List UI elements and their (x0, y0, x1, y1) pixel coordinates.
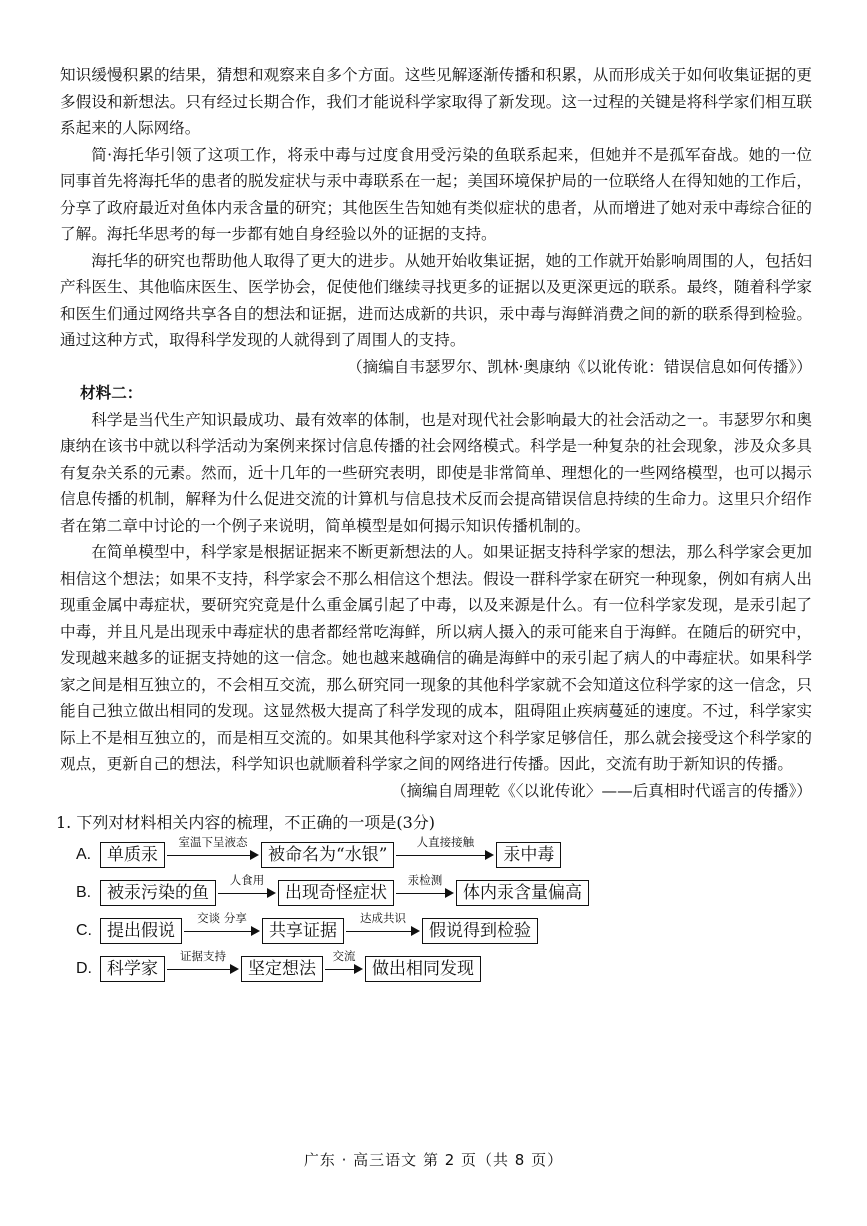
material1-source: （摘编自韦瑟罗尔、凯林·奥康纳《以讹传讹：错误信息如何传播》） (347, 357, 812, 376)
flow-box: 提出假说 (100, 918, 182, 944)
arrow-icon (396, 835, 494, 866)
flow-box: 单质汞 (100, 842, 165, 868)
material2-source: （摘编自周理乾《〈以讹传讹〉——后真相时代谣言的传播》） (390, 781, 812, 800)
flow-box: 共享证据 (262, 918, 344, 944)
arrow-icon (218, 873, 276, 904)
option-letter: D. (76, 960, 92, 977)
material2-paragraph-1: 科学是当代生产知识最成功、最有效率的体制，也是对现代社会影响最大的社会活动之一。韦瑟罗尔和奥康纳在该书中就以科学活动为案例来探讨信息传播的社会网络模式。科学是一种复杂的社会现象，涉及众多具有复杂关系的元素。然而，近十几年的一些研究表明，即使是非常简单、理想化的一些网络模型，也可以揭示信息传播的机制，解释为什么促进交流的计算机与信息技术反而会提高错误信息持续的生命力。这里只介绍作者在第二章中讨论的一个例子来说明，简单模型是如何揭示知识传播机制的。 (60, 410, 812, 535)
option-b (76, 874, 812, 912)
option-a (76, 836, 812, 874)
option-letter: B. (76, 884, 92, 901)
arrow-label: 汞检测 (407, 873, 443, 887)
page-footer: 广东 · 高三语文 第 2 页（共 8 页） (303, 1151, 564, 1169)
arrow-icon (325, 949, 363, 980)
option-c (76, 912, 812, 950)
flow-box: 坚定想法 (241, 956, 323, 982)
arrow-icon (396, 873, 454, 904)
arrow-label: 交流 (332, 949, 356, 963)
arrow-label: 证据支持 (180, 949, 226, 963)
arrow-label: 室温下呈液态 (178, 835, 248, 849)
question-stem: 1. 下列对材料相关内容的梳理，不正确的一项是(3分) (56, 813, 436, 832)
arrow-icon (167, 949, 239, 980)
arrow-label: 达成共识 (360, 911, 406, 925)
option-letter: C. (76, 922, 92, 939)
material2-heading: 材料二： (80, 383, 143, 402)
material1-paragraph-2: 简·海托华引领了这项工作，将汞中毒与过度食用受污染的鱼联系起来，但她并不是孤军奋战。她的一位同事首先将海托华的患者的脱发症状与汞中毒联系在一起；美国环境保护局的一位联络人在得知她的工作后，分享了政府最近对鱼体内汞含量的研究；其他医生告知她有类似症状的患者，从而增进了她对汞中毒综合征的了解。海托华思考的每一步都有她自身经验以外的证据的支持。 (60, 145, 812, 243)
option-letter: A. (76, 846, 92, 863)
arrow-label: 人食用 (229, 873, 265, 887)
flow-box: 出现奇怪症状 (278, 880, 394, 906)
flow-box: 被命名为“水银” (261, 842, 394, 868)
flow-box: 被汞污染的鱼 (100, 880, 216, 906)
flow-box: 做出相同发现 (365, 956, 481, 982)
material1-paragraph-1: 知识缓慢积累的结果，猜想和观察来自多个方面。这些见解逐渐传播和积累，从而形成关于如何收集证据的更多假设和新想法。只有经过长期合作，我们才能说科学家取得了新发现。这一过程的关键是将科学家们相互联系起来的人际网络。 (60, 66, 812, 137)
arrow-icon (167, 835, 259, 866)
document-body (56, 62, 812, 988)
arrow-icon (346, 911, 420, 942)
option-d (76, 950, 812, 988)
material2-paragraph-2: 在简单模型中，科学家是根据证据来不断更新想法的人。如果证据支持科学家的想法，那么科学家会更加相信这个想法；如果不支持，科学家会不那么相信这个想法。假设一群科学家在研究一种现象，例如有病人出现重金属中毒症状，要研究究竟是什么重金属引起了中毒，以及来源是什么。有一位科学家发现，是汞引起了中毒，并且凡是出现汞中毒症状的患者都经常吃海鲜，所以病人摄入的汞可能来自于海鲜。在随后的研究中，发现越来越多的证据支持她的这一信念。她也越来越确信的确是海鲜中的汞引起了病人的中毒症状。如果科学家之间是相互独立的，不会相互交流，那么研究同一现象的其他科学家就不会知道这位科学家的这一信念，只能自己独立做出相同的发现。这显然极大提高了科学发现的成本，阻碍阻止疾病蔓延的速度。不过，科学家实际上不是相互独立的，而是相互交流的。如果其他科学家对这个科学家足够信任，那么就会接受这个科学家的观点，更新自己的想法，科学知识也就顺着科学家之间的网络进行传播。因此，交流有助于新知识的传播。 (60, 543, 812, 773)
flow-box: 假说得到检验 (422, 918, 538, 944)
arrow-label: 交谈 分享 (197, 911, 247, 925)
arrow-icon (184, 911, 260, 942)
flow-box: 科学家 (100, 956, 165, 982)
material1-paragraph-3: 海托华的研究也帮助他人取得了更大的进步。从她开始收集证据，她的工作就开始影响周围的人，包括妇产科医生、其他临床医生、医学协会，促使他们继续寻找更多的证据以及更深更远的联系。最终，随着科学家和医生们通过网络共享各自的想法和证据，进而达成新的共识，汞中毒与海鲜消费之间的新的联系得到检验。通过这种方式，取得科学发现的人就得到了周围人的支持。 (60, 251, 812, 349)
flow-box: 汞中毒 (496, 842, 561, 868)
flow-box: 体内汞含量偏高 (456, 880, 589, 906)
arrow-label: 人直接接触 (416, 835, 475, 849)
